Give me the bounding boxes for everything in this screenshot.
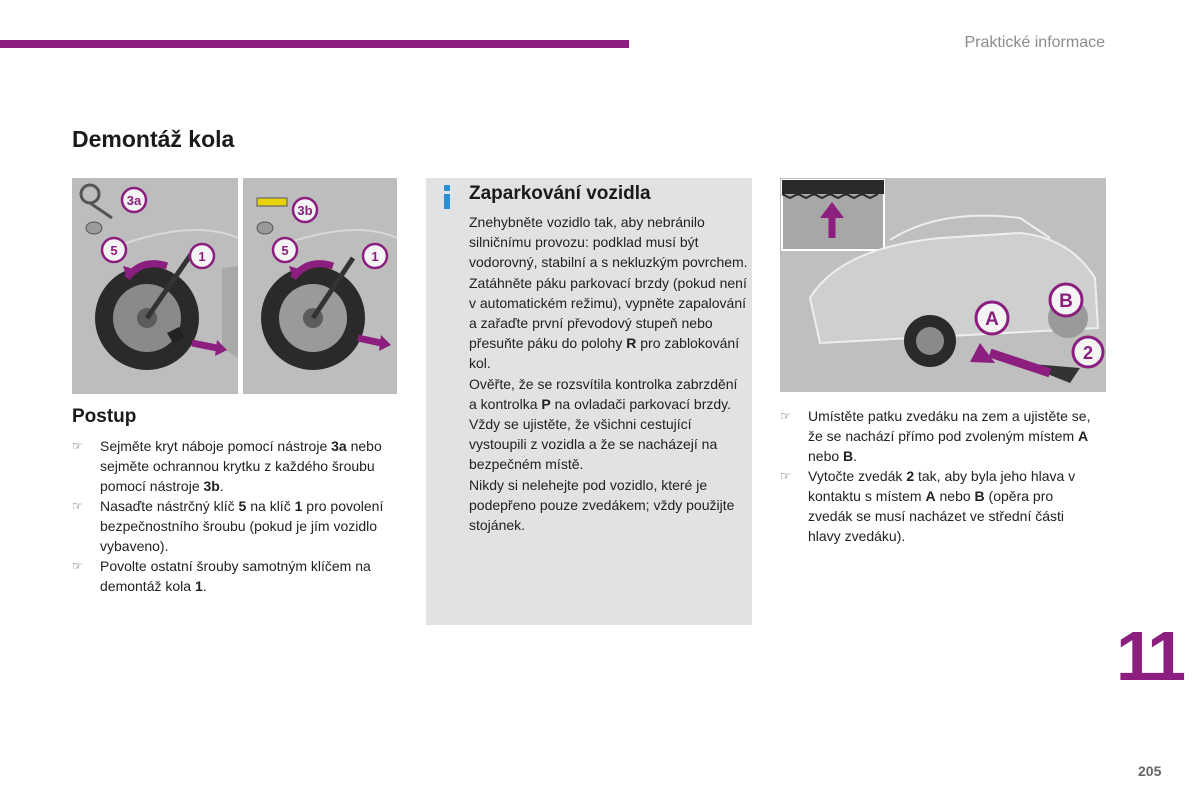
text-run: na klíč xyxy=(246,498,295,514)
bold-reference: A xyxy=(925,488,936,504)
bold-reference: 1 xyxy=(294,498,303,514)
badge-label: 5 xyxy=(281,243,289,258)
badge-1 xyxy=(190,244,214,268)
pointing-hand-icon: ☞ xyxy=(780,469,791,483)
bold-reference: B xyxy=(843,448,854,464)
bold-reference: B xyxy=(974,488,985,504)
page-number: 205 xyxy=(1138,763,1162,779)
text-run: Sejměte kryt náboje pomocí nástroje xyxy=(100,438,332,454)
text-run: nebo xyxy=(935,488,975,504)
info-paragraph xyxy=(469,273,749,374)
badge-5 xyxy=(273,238,297,262)
text-run: Nasaďte nástrčný klíč xyxy=(100,498,239,514)
jack-instructions-list xyxy=(780,406,1100,546)
section-header: Praktické informace xyxy=(964,34,1105,51)
badge-label: 3a xyxy=(126,193,142,208)
bold-reference: A xyxy=(1078,428,1089,444)
info-title: Zaparkování vozidla xyxy=(469,183,651,204)
bold-reference: 3a xyxy=(331,438,347,454)
text-run: Povolte ostatní šrouby samotným klíčem na demontáž kola xyxy=(100,558,371,594)
text-run: pro povolení bezpečnostního šroubu (pokud je jím vozidlo vybaveno). xyxy=(100,498,384,554)
badge-label: A xyxy=(985,309,999,330)
text-run: Vytočte zvedák xyxy=(808,468,907,484)
pointing-hand-icon: ☞ xyxy=(72,499,83,513)
badge-label: 2 xyxy=(1082,343,1094,363)
text-run: Umístěte patku zvedáku na zem a ujistěte se, že se nachází přímo pod zvoleným místem xyxy=(808,408,1091,444)
illustration-wheel-tool-3a xyxy=(72,178,238,394)
list-item xyxy=(780,466,1100,546)
text-run: (opěra pro zvedák se musí nacházet ve střední části hlavy zvedáku). xyxy=(808,488,1065,544)
pointing-hand-icon: ☞ xyxy=(72,439,83,453)
chapter-number: 11 xyxy=(1116,617,1182,695)
bold-reference: R xyxy=(626,335,637,352)
text-run: tak, aby byla jeho hlava v kontaktu s místem xyxy=(808,468,1076,504)
bold-reference: 1 xyxy=(194,578,203,594)
badge-5 xyxy=(102,238,126,262)
bold-reference: 5 xyxy=(238,498,247,514)
info-box xyxy=(426,178,752,625)
badge-label: 5 xyxy=(110,243,118,258)
illustration-jacking-points xyxy=(780,178,1106,392)
postup-heading: Postup xyxy=(72,406,137,427)
text-run: Zatáhněte páku parkovací brzdy (pokud není v automatickém režimu), vypněte zapalování a zařaďte první převodový stupeň nebo přesuňte páku do polohy xyxy=(469,274,747,352)
pointing-hand-icon: ☞ xyxy=(72,559,83,573)
text-run: Znehybněte vozidlo tak, aby nebránilo silničnímu provozu: podklad musí být vodorovný, stabilní a s nekluzkým povrchem. xyxy=(469,214,748,271)
badge-A xyxy=(976,302,1008,334)
text-run: nebo sejměte ochrannou krytku z každého šroubu pomocí nástroje xyxy=(100,438,382,494)
bold-reference: P xyxy=(541,395,551,412)
pointing-hand-icon: ☞ xyxy=(780,409,791,423)
chapter-color-bar xyxy=(0,40,629,48)
text-run: Ověřte, že se rozsvítila kontrolka zabrzdění a kontrolka xyxy=(469,375,738,412)
text-run: . xyxy=(853,448,858,464)
badge-label: 3b xyxy=(297,203,313,218)
list-item xyxy=(780,406,1100,466)
info-paragraph xyxy=(469,475,749,536)
info-paragraph xyxy=(469,212,749,273)
info-paragraph xyxy=(469,374,749,414)
text-run: nebo xyxy=(808,448,844,464)
postup-list xyxy=(72,436,402,596)
info-text xyxy=(469,212,749,535)
badge-3a xyxy=(122,188,146,212)
text-run: . xyxy=(219,478,224,494)
badge-label: 1 xyxy=(371,249,379,264)
info-paragraph xyxy=(469,414,749,475)
list-item xyxy=(72,556,402,596)
text-run: pro zablokování kol. xyxy=(469,335,740,372)
page-title: Demontáž kola xyxy=(72,126,235,152)
badge-3b xyxy=(293,198,317,222)
list-item xyxy=(72,436,402,496)
text-run: Nikdy si nelehejte pod vozidlo, které je podepřeno pouze zvedákem; vždy použijte stojánek. xyxy=(469,476,735,534)
badge-B xyxy=(1050,284,1082,316)
badge-label: B xyxy=(1059,291,1073,312)
bold-reference: 3b xyxy=(203,478,220,494)
text-run: na ovladači parkovací brzdy. xyxy=(550,395,731,412)
badge-label: 1 xyxy=(198,249,206,264)
text-run: Vždy se ujistěte, že všichni cestující vystoupili z vozidla a že se nacházejí na bezpečném místě. xyxy=(469,416,718,473)
info-icon xyxy=(442,185,452,209)
list-item xyxy=(72,496,402,556)
badge-1 xyxy=(363,244,387,268)
text-run: . xyxy=(202,578,207,594)
illustration-wheel-tool-3b xyxy=(243,178,397,394)
badge-2 xyxy=(1073,337,1103,367)
bold-reference: 2 xyxy=(906,468,915,484)
